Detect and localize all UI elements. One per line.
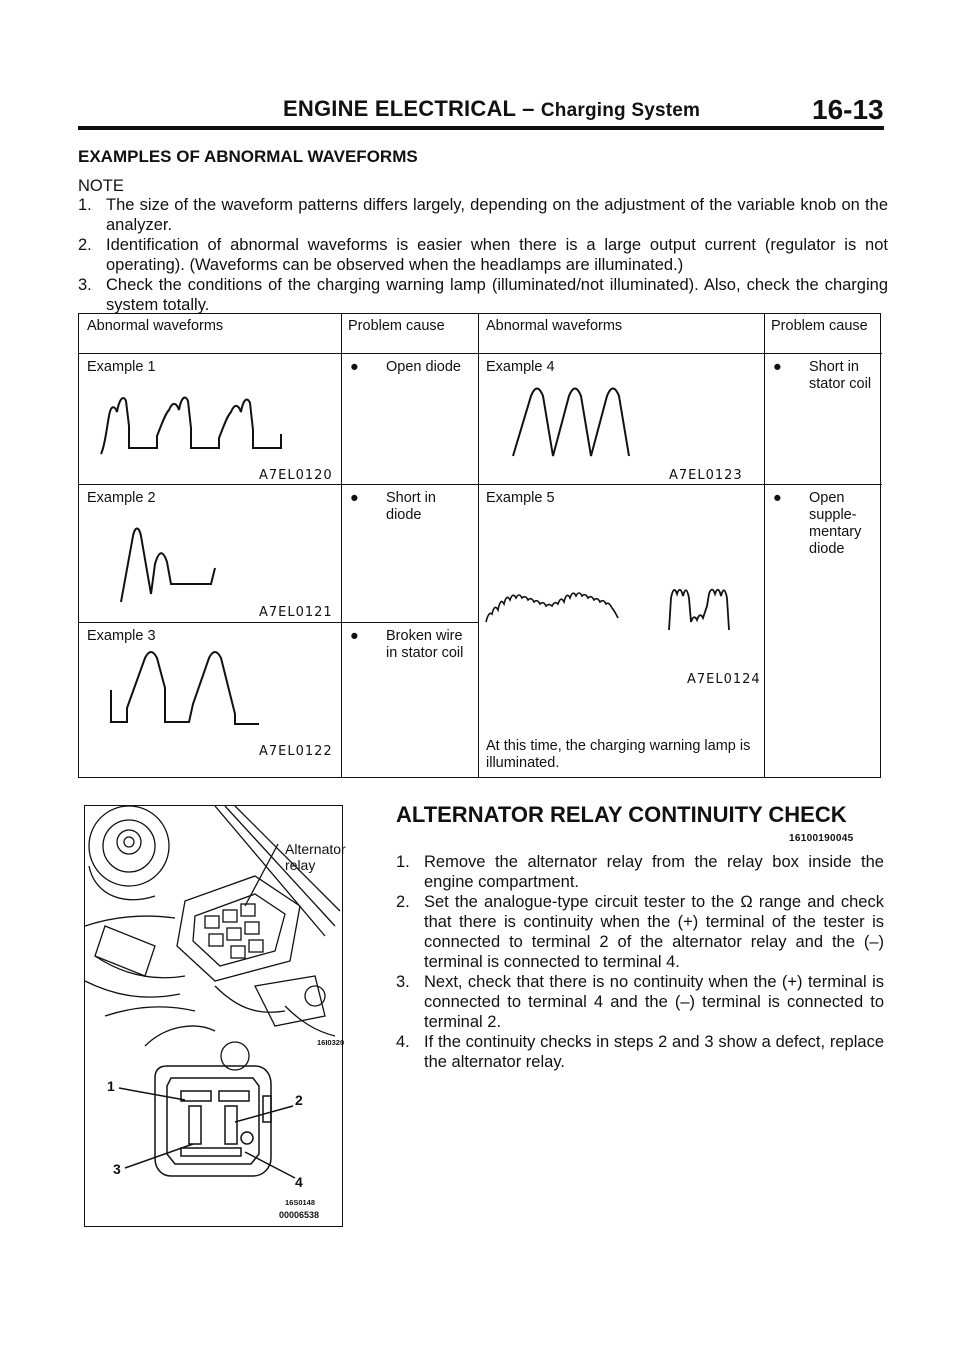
figure-code: 16I0320 [317, 1038, 345, 1047]
example-label: Example 2 [87, 490, 156, 506]
note-text: Check the conditions of the charging warning lamp (illuminated/not illuminated). Also, check the charging system totally. [106, 276, 888, 314]
header-problem-cause: Problem cause [771, 318, 868, 334]
step-text: Remove the alternator relay from the relay box inside the engine compartment. [424, 853, 884, 891]
bullet: ● [350, 628, 359, 644]
waveform-example-1 [99, 386, 349, 456]
step-text: Next, check that there is no continuity when the (+) terminal is connected to terminal 4 and the (–) terminal is connected to terminal 2. [424, 973, 884, 1031]
figure-code: A7EL0124 [687, 672, 761, 687]
page-number: 16-13 [812, 94, 884, 125]
waveform-example-4 [509, 384, 679, 464]
step-item [396, 892, 884, 972]
header-rule [78, 126, 884, 130]
section-title: EXAMPLES OF ABNORMAL WAVEFORMS [78, 147, 418, 166]
note-item [78, 235, 888, 275]
step-number: 3. [396, 973, 410, 991]
example-5-note: At this time, the charging warning lamp is illuminated. [486, 738, 751, 771]
bullet: ● [773, 359, 782, 375]
note-item [78, 195, 888, 235]
pin-label-2: 2 [295, 1092, 303, 1108]
waveform-example-5b [667, 584, 767, 634]
table-row-rule [478, 484, 882, 485]
problem-cause-text: Short in diode [386, 490, 436, 523]
example-label: Example 5 [486, 490, 555, 506]
example-label: Example 1 [87, 359, 156, 375]
table-row-rule [79, 622, 478, 623]
figure-code: A7EL0123 [669, 468, 743, 483]
pin-label-4: 4 [295, 1174, 303, 1190]
table-divider [341, 314, 342, 777]
header-dash: – [522, 96, 535, 121]
relay-check-ref: 16100190045 [789, 833, 854, 844]
example-label: Example 3 [87, 628, 156, 644]
notes-list [78, 195, 888, 315]
header-problem-cause: Problem cause [348, 318, 445, 334]
bullet: ● [350, 490, 359, 506]
note-text: Identification of abnormal waveforms is easier when there is a large output current (regulator is not operating). (Waveforms can be observed when the headlamps are illuminated.) [106, 236, 888, 274]
header-subtitle: Charging System [540, 100, 701, 121]
header-abnormal-waveforms: Abnormal waveforms [87, 318, 224, 334]
example-label: Example 4 [486, 359, 555, 375]
step-number: 2. [396, 893, 410, 911]
note-number: 1. [78, 196, 92, 214]
note-heading: NOTE [78, 177, 124, 195]
problem-cause-text: Broken wire in stator coil [386, 628, 464, 661]
figure-code: A7EL0122 [259, 744, 333, 759]
figure-code: 16S0148 [285, 1198, 316, 1207]
step-item [396, 852, 884, 892]
pin-label-1: 1 [107, 1078, 115, 1094]
problem-cause-text: Open diode [386, 359, 461, 375]
figure-code: A7EL0121 [259, 605, 333, 620]
waveform-example-2 [119, 514, 269, 604]
table-divider [764, 314, 765, 777]
step-text: If the continuity checks in steps 2 and 3 show a defect, replace the alternator relay. [424, 1033, 884, 1071]
alternator-relay-callout: Alternator relay [285, 841, 346, 873]
step-item [396, 972, 884, 1032]
table-row-rule [79, 484, 478, 485]
note-number: 3. [78, 276, 92, 294]
waveform-example-5a [484, 584, 664, 629]
bullet: ● [350, 359, 359, 375]
relay-figure [84, 805, 346, 1227]
problem-cause-text: Short in stator coil [809, 359, 872, 392]
note-item [78, 275, 888, 315]
table-header-rule [79, 353, 882, 354]
waveform-example-3 [109, 644, 269, 734]
waveform-table [78, 313, 881, 778]
header-main-title: ENGINE ELECTRICAL [283, 96, 516, 121]
step-text: Set the analogue-type circuit tester to the Ω range and check that there is continuity when the (+) terminal of the tester is connected to terminal 2 of the alternator relay and the (–) terminal is connected to terminal 4. [424, 893, 884, 971]
page-header-title [283, 96, 700, 122]
step-number: 1. [396, 853, 410, 871]
relay-check-steps [396, 852, 884, 1072]
step-item [396, 1032, 884, 1072]
note-text: The size of the waveform patterns differs largely, depending on the adjustment of the variable knob on the analyzer. [106, 196, 888, 234]
figure-code: A7EL0120 [259, 468, 333, 483]
relay-check-title: ALTERNATOR RELAY CONTINUITY CHECK [396, 802, 847, 827]
bullet: ● [773, 490, 782, 506]
table-divider [478, 314, 479, 777]
header-abnormal-waveforms: Abnormal waveforms [486, 318, 623, 334]
figure-code: 00006538 [279, 1210, 320, 1220]
note-number: 2. [78, 236, 92, 254]
problem-cause-text: Open supple- mentary diode [809, 490, 862, 557]
pin-label-3: 3 [113, 1161, 121, 1177]
step-number: 4. [396, 1033, 410, 1051]
